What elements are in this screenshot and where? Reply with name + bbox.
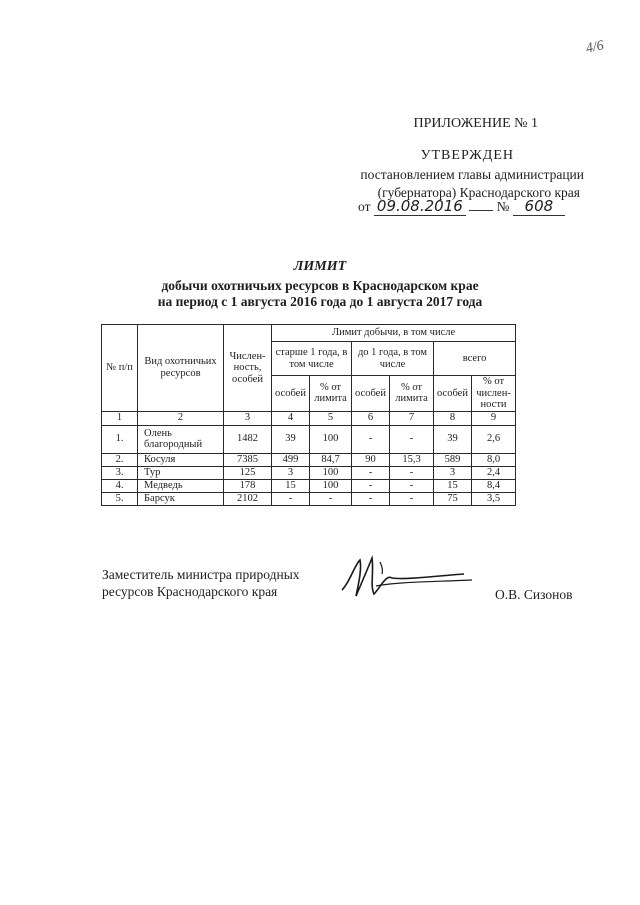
number-prefix: № [496,199,510,214]
approved-label: УТВЕРЖДЕН [420,148,514,163]
column-number-row [102,411,516,425]
signatory-position-line-1: Заместитель министра природных [102,567,300,582]
row-older-pct: - [310,492,352,505]
handwritten-signature [336,552,486,602]
decree-line-1: постановлением главы администрации [360,167,584,182]
column-number: 5 [310,411,352,425]
row-younger-pct: - [390,479,434,492]
appendix-label: ПРИЛОЖЕНИЕ № 1 [413,116,538,131]
row-total-pct: 2,4 [472,466,516,479]
column-number: 7 [390,411,434,425]
row-species: Барсук [138,492,224,505]
header-total-count: особей [434,376,472,412]
row-younger-count: - [352,479,390,492]
row-older-pct: 84,7 [310,453,352,466]
row-no: 4. [102,479,138,492]
signatory-name: О.В. Сизонов [495,587,573,602]
row-older-count: 15 [272,479,310,492]
decree-number: 608 [513,197,565,216]
document-title: ЛИМИТ [293,259,347,274]
decree-line-2: (губернатора) Краснодарского края [377,185,580,200]
column-number: 1 [102,411,138,425]
row-population: 178 [224,479,272,492]
row-total-pct: 2,6 [472,425,516,453]
row-older-pct: 100 [310,479,352,492]
header-younger: до 1 года, в том числе [352,342,434,376]
row-population: 1482 [224,425,272,453]
header-species: Вид охотничьих ресурсов [138,325,224,412]
row-younger-count: 90 [352,453,390,466]
row-total-count: 15 [434,479,472,492]
row-species: Тур [138,466,224,479]
decree-date-number [358,197,588,216]
table-row [102,466,516,479]
header-older: старше 1 года, в том числе [272,342,352,376]
corner-handwritten-note: 4/6 [584,38,606,57]
date-prefix: от [358,199,371,214]
table-row [102,492,516,505]
table-row [102,425,516,453]
row-younger-count: - [352,492,390,505]
column-number: 2 [138,411,224,425]
header-older-count: особей [272,376,310,412]
row-older-count: 39 [272,425,310,453]
header-younger-count: особей [352,376,390,412]
column-number: 6 [352,411,390,425]
row-older-count: 3 [272,466,310,479]
signatory-position [102,566,300,600]
header-younger-pct: % от лимита [390,376,434,412]
row-younger-pct: 15,3 [390,453,434,466]
column-number: 8 [434,411,472,425]
row-total-count: 3 [434,466,472,479]
table-row [102,453,516,466]
row-species: Медведь [138,479,224,492]
row-total-count: 39 [434,425,472,453]
table-row [102,479,516,492]
column-number: 3 [224,411,272,425]
row-population: 7385 [224,453,272,466]
row-older-count: - [272,492,310,505]
row-population: 125 [224,466,272,479]
row-older-pct: 100 [310,425,352,453]
header-limit: Лимит добычи, в том числе [272,325,516,342]
row-species: Косуля [138,453,224,466]
header-total-pct: % от числен-ности [472,376,516,412]
row-no: 2. [102,453,138,466]
column-number: 4 [272,411,310,425]
header-no: № п/п [102,325,138,412]
decree-date: 09.08.2016 [374,197,466,216]
row-no: 1. [102,425,138,453]
row-species: Олень благородный [138,425,224,453]
row-population: 2102 [224,492,272,505]
row-total-pct: 8,0 [472,453,516,466]
header-total: всего [434,342,516,376]
row-total-pct: 8,4 [472,479,516,492]
row-younger-pct: - [390,466,434,479]
signatory-position-line-2: ресурсов Краснодарского края [102,584,278,599]
document-subtitle-1: добычи охотничьих ресурсов в Краснодарском крае [161,278,479,293]
row-older-pct: 100 [310,466,352,479]
row-younger-pct: - [390,425,434,453]
row-total-count: 75 [434,492,472,505]
header-population: Числен-ность, особей [224,325,272,412]
row-younger-pct: - [390,492,434,505]
row-no: 5. [102,492,138,505]
limit-table [101,324,516,506]
column-number: 9 [472,411,516,425]
document-subtitle-2: на период с 1 августа 2016 года до 1 августа 2017 года [157,294,483,309]
row-younger-count: - [352,425,390,453]
row-younger-count: - [352,466,390,479]
header-older-pct: % от лимита [310,376,352,412]
row-older-count: 499 [272,453,310,466]
row-no: 3. [102,466,138,479]
row-total-count: 589 [434,453,472,466]
row-total-pct: 3,5 [472,492,516,505]
